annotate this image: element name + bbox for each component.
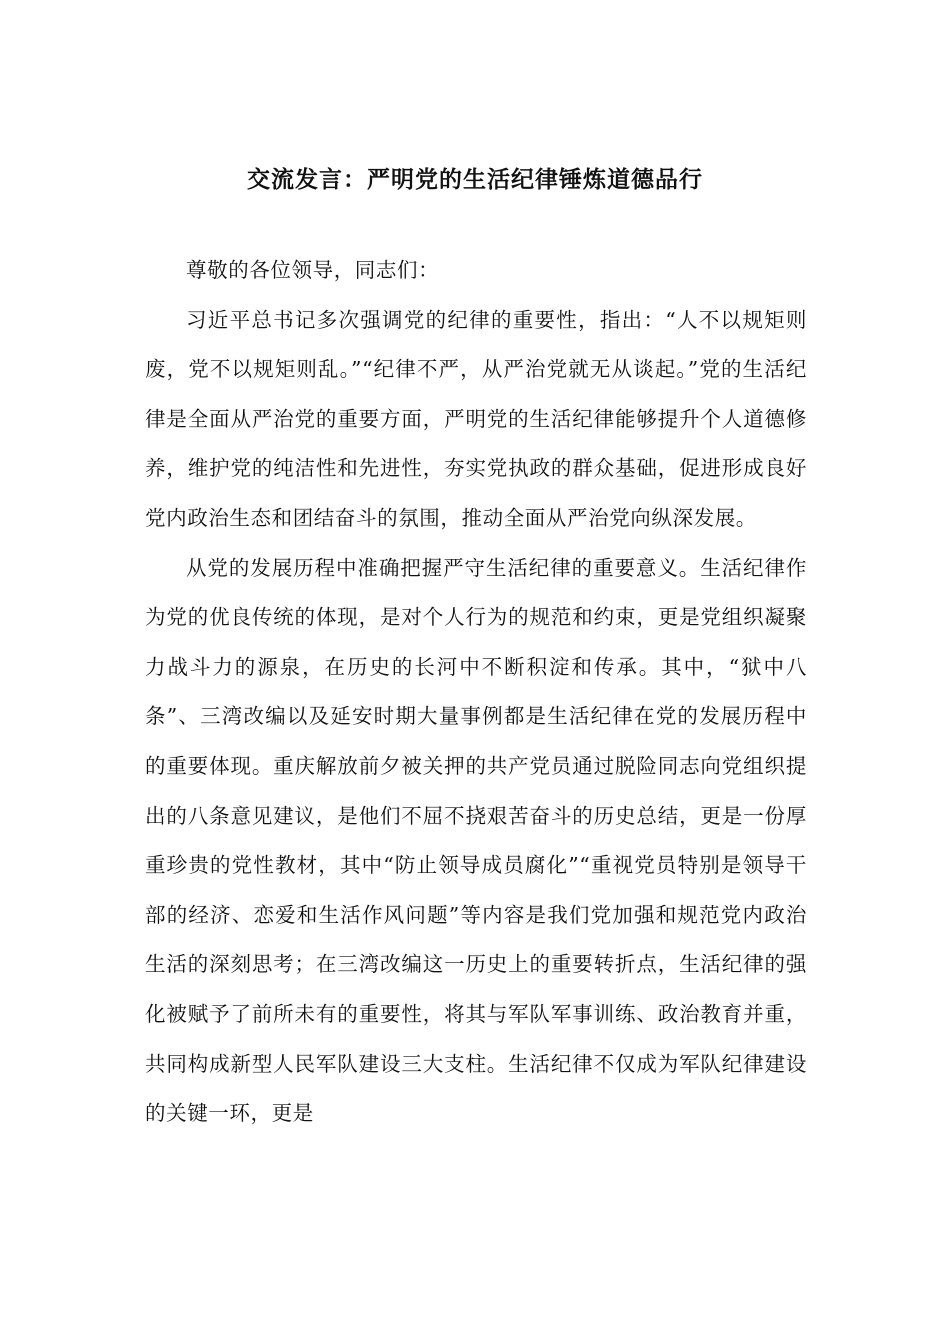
body-paragraph: 习近平总书记多次强调党的纪律的重要性，指出：“人不以规矩则废，党不以规矩则乱。”“纪律不严，从严治党就无从谈起。”党的生活纪律是全面从严治党的重要方面，严明党的生活纪律能够提升个人道德修养，维护党的纯洁性和先进性，夯实党执政的群众基础，促进形成良好党内政治生态和团结奋斗的氛围，推动全面从严治党向纵深发展。 — [145, 307, 807, 530]
salutation-paragraph: 尊敬的各位领导，同志们： — [186, 258, 440, 282]
document-title: 交流发言：严明党的生活纪律锤炼道德品行 — [247, 166, 703, 193]
body-paragraph: 从党的发展历程中准确把握严守生活纪律的重要意义。生活纪律作为党的优良传统的体现，是对个人行为的规范和约束，更是党组织凝聚力战斗力的源泉，在历史的长河中不断积淀和传承。其中，“狱中八条”、三湾改编以及延安时期大量事例都是生活纪律在党的发展历程中的重要体现。重庆解放前夕被关押的共产党员通过脱险同志向党组织提出的八条意见建议，是他们不屈不挠艰苦奋斗的历史总结，更是一份厚重珍贵的党性教材，其中“防止领导成员腐化”“重视党员特别是领导干部的经济、恋爱和生活作风问题”等内容是我们党加强和规范党内政治生活的深刻思考；在三湾改编这一历史上的重要转折点，生活纪律的强化被赋予了前所未有的重要性，将其与军队军事训练、政治教育并重，共同构成新型人民军队建设三大支柱。生活纪律不仅成为军队纪律建设的关键一环，更是 — [145, 555, 807, 1126]
document-body — [145, 246, 807, 1139]
